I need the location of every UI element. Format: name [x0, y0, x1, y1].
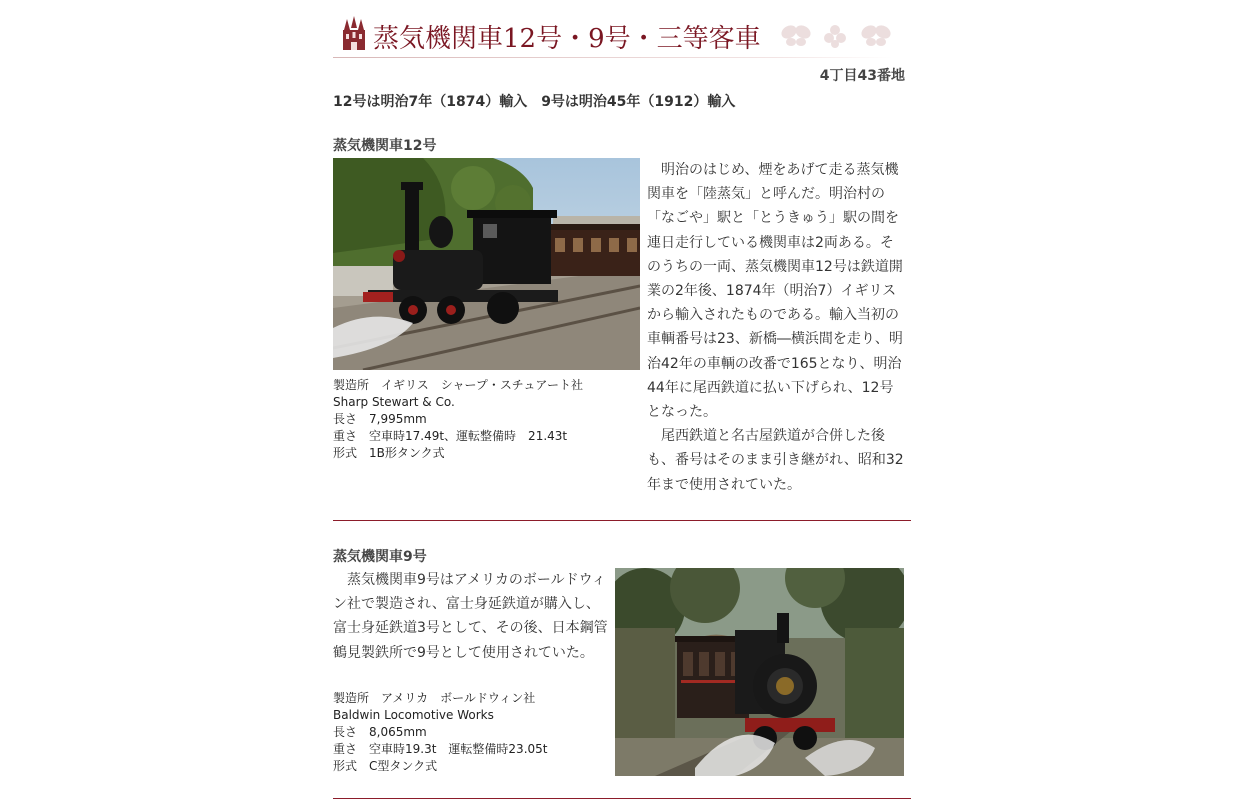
butterfly-flower-ornament [777, 20, 897, 52]
section-divider [333, 520, 911, 521]
header-rule [333, 57, 893, 58]
description-12-p2: 尾西鉄道と名古屋鉄道が合併した後も、番号はそのまま引き継がれ、昭和32年まで使用されていた。 [647, 428, 904, 493]
spec-maker-en: Baldwin Locomotive Works [333, 708, 494, 722]
spec-weight: 重さ 空車時17.49t、運転整備時 21.43t [333, 429, 568, 443]
spec-maker: 製造所 イギリス シャープ・スチュアート社 [333, 378, 583, 392]
section-divider-bottom [333, 798, 911, 799]
section-title-9: 蒸気機関車9号 [333, 549, 427, 565]
locomotive-9-photo [615, 568, 904, 776]
spec-length: 長さ 7,995mm [333, 412, 427, 426]
description-9 [333, 568, 609, 665]
spec-maker: 製造所 アメリカ ボールドウィン社 [333, 691, 536, 705]
page-header [333, 12, 893, 58]
description-12-p1: 明治のはじめ、煙をあげて走る蒸気機関車を「陸蒸気」と呼んだ。明治村の「なごや」駅と「とうきゅう」駅の間を連日走行している機関車は2両ある。そのうちの一両、蒸気機関車12号は鉄道開業の2年後、1874年（明治7）イギリスから輸入されたものである。輸入当初の車輌番号は23、新橋―横浜間を走り、明治42年の車輌の改番で165となり、明治44年に尾西鉄道に払い下げられ、12号となった。 [647, 162, 903, 421]
spec-weight: 重さ 空車時19.3t 運転整備時23.05t [333, 742, 548, 756]
castle-icon [341, 16, 367, 52]
import-subtitle: 12号は明治7年（1874）輸入 9号は明治45年（1912）輸入 [333, 94, 736, 110]
specs-9 [333, 690, 547, 775]
spec-type: 形式 1B形タンク式 [333, 446, 445, 460]
locomotive-12-photo [333, 158, 640, 370]
specs-12 [333, 377, 583, 462]
spec-length: 長さ 8,065mm [333, 725, 427, 739]
description-9-p1: 蒸気機関車9号はアメリカのボールドウィン社で製造され、富士身延鉄道が購入し、富士身延鉄道3号として、その後、日本鋼管鶴見製鉄所で9号として使用されていた。 [333, 572, 608, 661]
spec-type: 形式 C型タンク式 [333, 759, 438, 773]
address-label: 4丁目43番地 [819, 68, 905, 84]
description-12 [647, 158, 905, 497]
section-title-12: 蒸気機関車12号 [333, 138, 437, 154]
spec-maker-en: Sharp Stewart & Co. [333, 395, 455, 409]
page-content [333, 0, 911, 805]
page-title: 蒸気機関車12号・9号・三等客車 [373, 24, 761, 54]
